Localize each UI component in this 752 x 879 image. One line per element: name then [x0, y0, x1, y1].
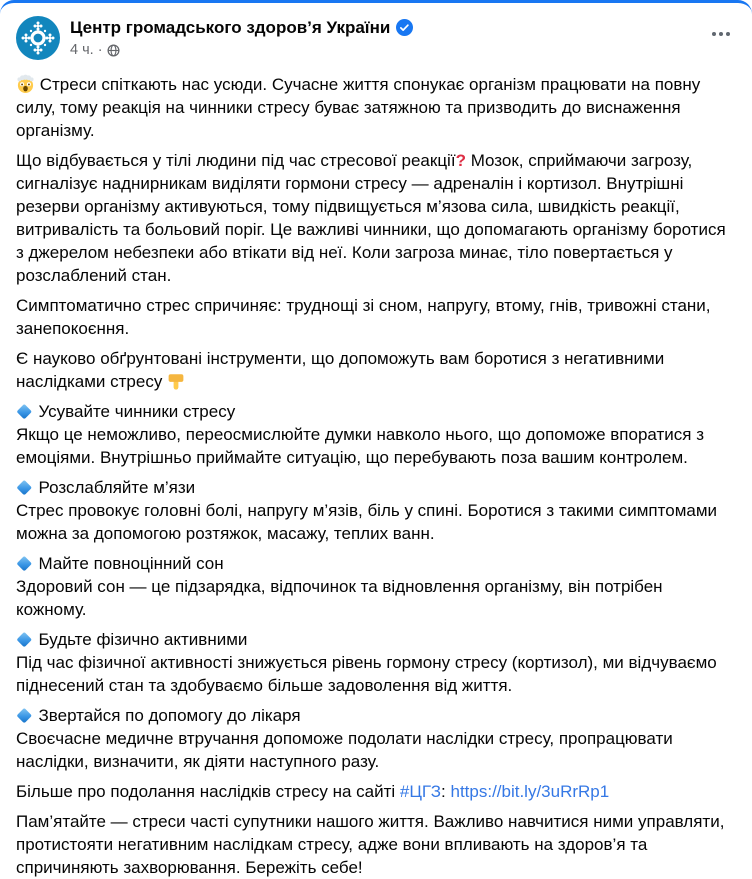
more-options-button[interactable]	[706, 22, 736, 46]
section-sleep	[16, 552, 736, 621]
blue-diamond-icon	[17, 479, 32, 494]
section-title: Розслабляйте м’язи	[38, 478, 196, 497]
red-question-mark: ?	[455, 151, 466, 170]
page-name-link[interactable]: Центр громадського здоров’я України	[70, 18, 391, 37]
external-url-link[interactable]: https://bit.ly/3uRrRp1	[450, 782, 610, 801]
paragraph-tools	[16, 347, 736, 393]
exploding-head-emoji	[16, 74, 35, 93]
hashtag-link[interactable]: #ЦГЗ	[399, 782, 442, 801]
mechanism-text-after: Мозок, сприймаючи загрозу, сигналізує наднирникам виділяти гормони стресу — адреналін і кортизол. Внутрішні резерви організму активуються, тому підвищується м’язова сила, швидкість реакції, витривалість та больовий поріг. Це важливі чинники, що допомагають організму боротися з джерелом небезпеки або втікати від неї. Коли загроза минає, тіло повертається у розслаблений стан.	[16, 151, 726, 285]
section-body: Стрес провокує головні болі, напругу м’язів, біль у спині. Боротися з такими симптомами можна за допомогою розтяжок, масажу, теплих ванн.	[16, 501, 718, 543]
blue-diamond-icon	[17, 707, 32, 722]
paragraph-more-info	[16, 780, 736, 803]
meta-separator: ·	[97, 42, 103, 58]
blue-diamond-icon	[17, 403, 32, 418]
section-body: Своєчасне медичне втручання допоможе подолати наслідки стресу, пропрацювати наслідки, визначити, як діяти наступного разу.	[16, 729, 673, 771]
verified-badge-icon	[396, 19, 413, 36]
section-body: Під час фізичної активності знижується рівень гормону стресу (кортизол), ми відчуваємо піднесений стан та здобуваємо більше задоволення від життя.	[16, 653, 717, 695]
post-meta	[70, 42, 706, 58]
page-avatar[interactable]	[16, 16, 60, 60]
post-body	[16, 73, 736, 879]
section-title: Майте повноцінний сон	[38, 554, 224, 573]
blue-diamond-icon	[17, 555, 32, 570]
paragraph-intro-text: Стреси спіткають нас усюди. Сучасне життя спонукає організм працювати на повну силу, тому реакція на чинники стресу буває затяжною та призводить до виснаження організму.	[16, 75, 701, 140]
mechanism-text-before: Що відбувається у тілі людини під час стресової реакції	[16, 151, 456, 170]
timestamp-link[interactable]: 4 ч.	[70, 42, 94, 58]
section-body: Якщо це неможливо, переосмислюйте думки навколо нього, що допоможе впоратися з емоціями. Внутрішньо приймайте ситуацію, що перебувають поза вашим контролем.	[16, 425, 704, 467]
section-title: Будьте фізично активними	[38, 630, 248, 649]
tools-text: Є науково обґрунтовані інструменти, що допоможуть вам боротися з негативними наслідками стресу	[16, 349, 665, 391]
section-title: Усувайте чинники стресу	[38, 402, 236, 421]
paragraph-intro	[16, 73, 736, 142]
section-remove-stressors	[16, 400, 736, 469]
section-physical-activity	[16, 628, 736, 697]
paragraph-closing: Пам’ятайте — стреси часті супутники нашого життя. Важливо навчитися ними управляти, протистояти негативним наслідкам стресу, адже вони впливають на здоров’я та спричиняють захворювання. Бережіть себе!	[16, 812, 725, 877]
post-header	[16, 16, 736, 60]
section-body: Здоровий сон — це підзарядка, відпочинок та відновлення організму, він потрібен кожному.	[16, 577, 663, 619]
paragraph-symptoms: Симптоматично стрес спричиняє: труднощі зі сном, напругу, втому, гнів, тривожні стани, занепокоєння.	[16, 296, 711, 338]
more-info-prefix: Більше про подолання наслідків стресу на сайті	[16, 782, 400, 801]
blue-diamond-icon	[17, 631, 32, 646]
section-see-doctor	[16, 704, 736, 773]
section-relax-muscles	[16, 476, 736, 545]
globe-privacy-icon	[107, 44, 120, 57]
paragraph-mechanism	[16, 149, 736, 287]
more-info-colon: :	[441, 782, 451, 801]
header-text-block	[70, 16, 706, 58]
pointing-down-emoji	[167, 372, 185, 390]
section-title: Звертайся по допомогу до лікаря	[38, 706, 301, 725]
